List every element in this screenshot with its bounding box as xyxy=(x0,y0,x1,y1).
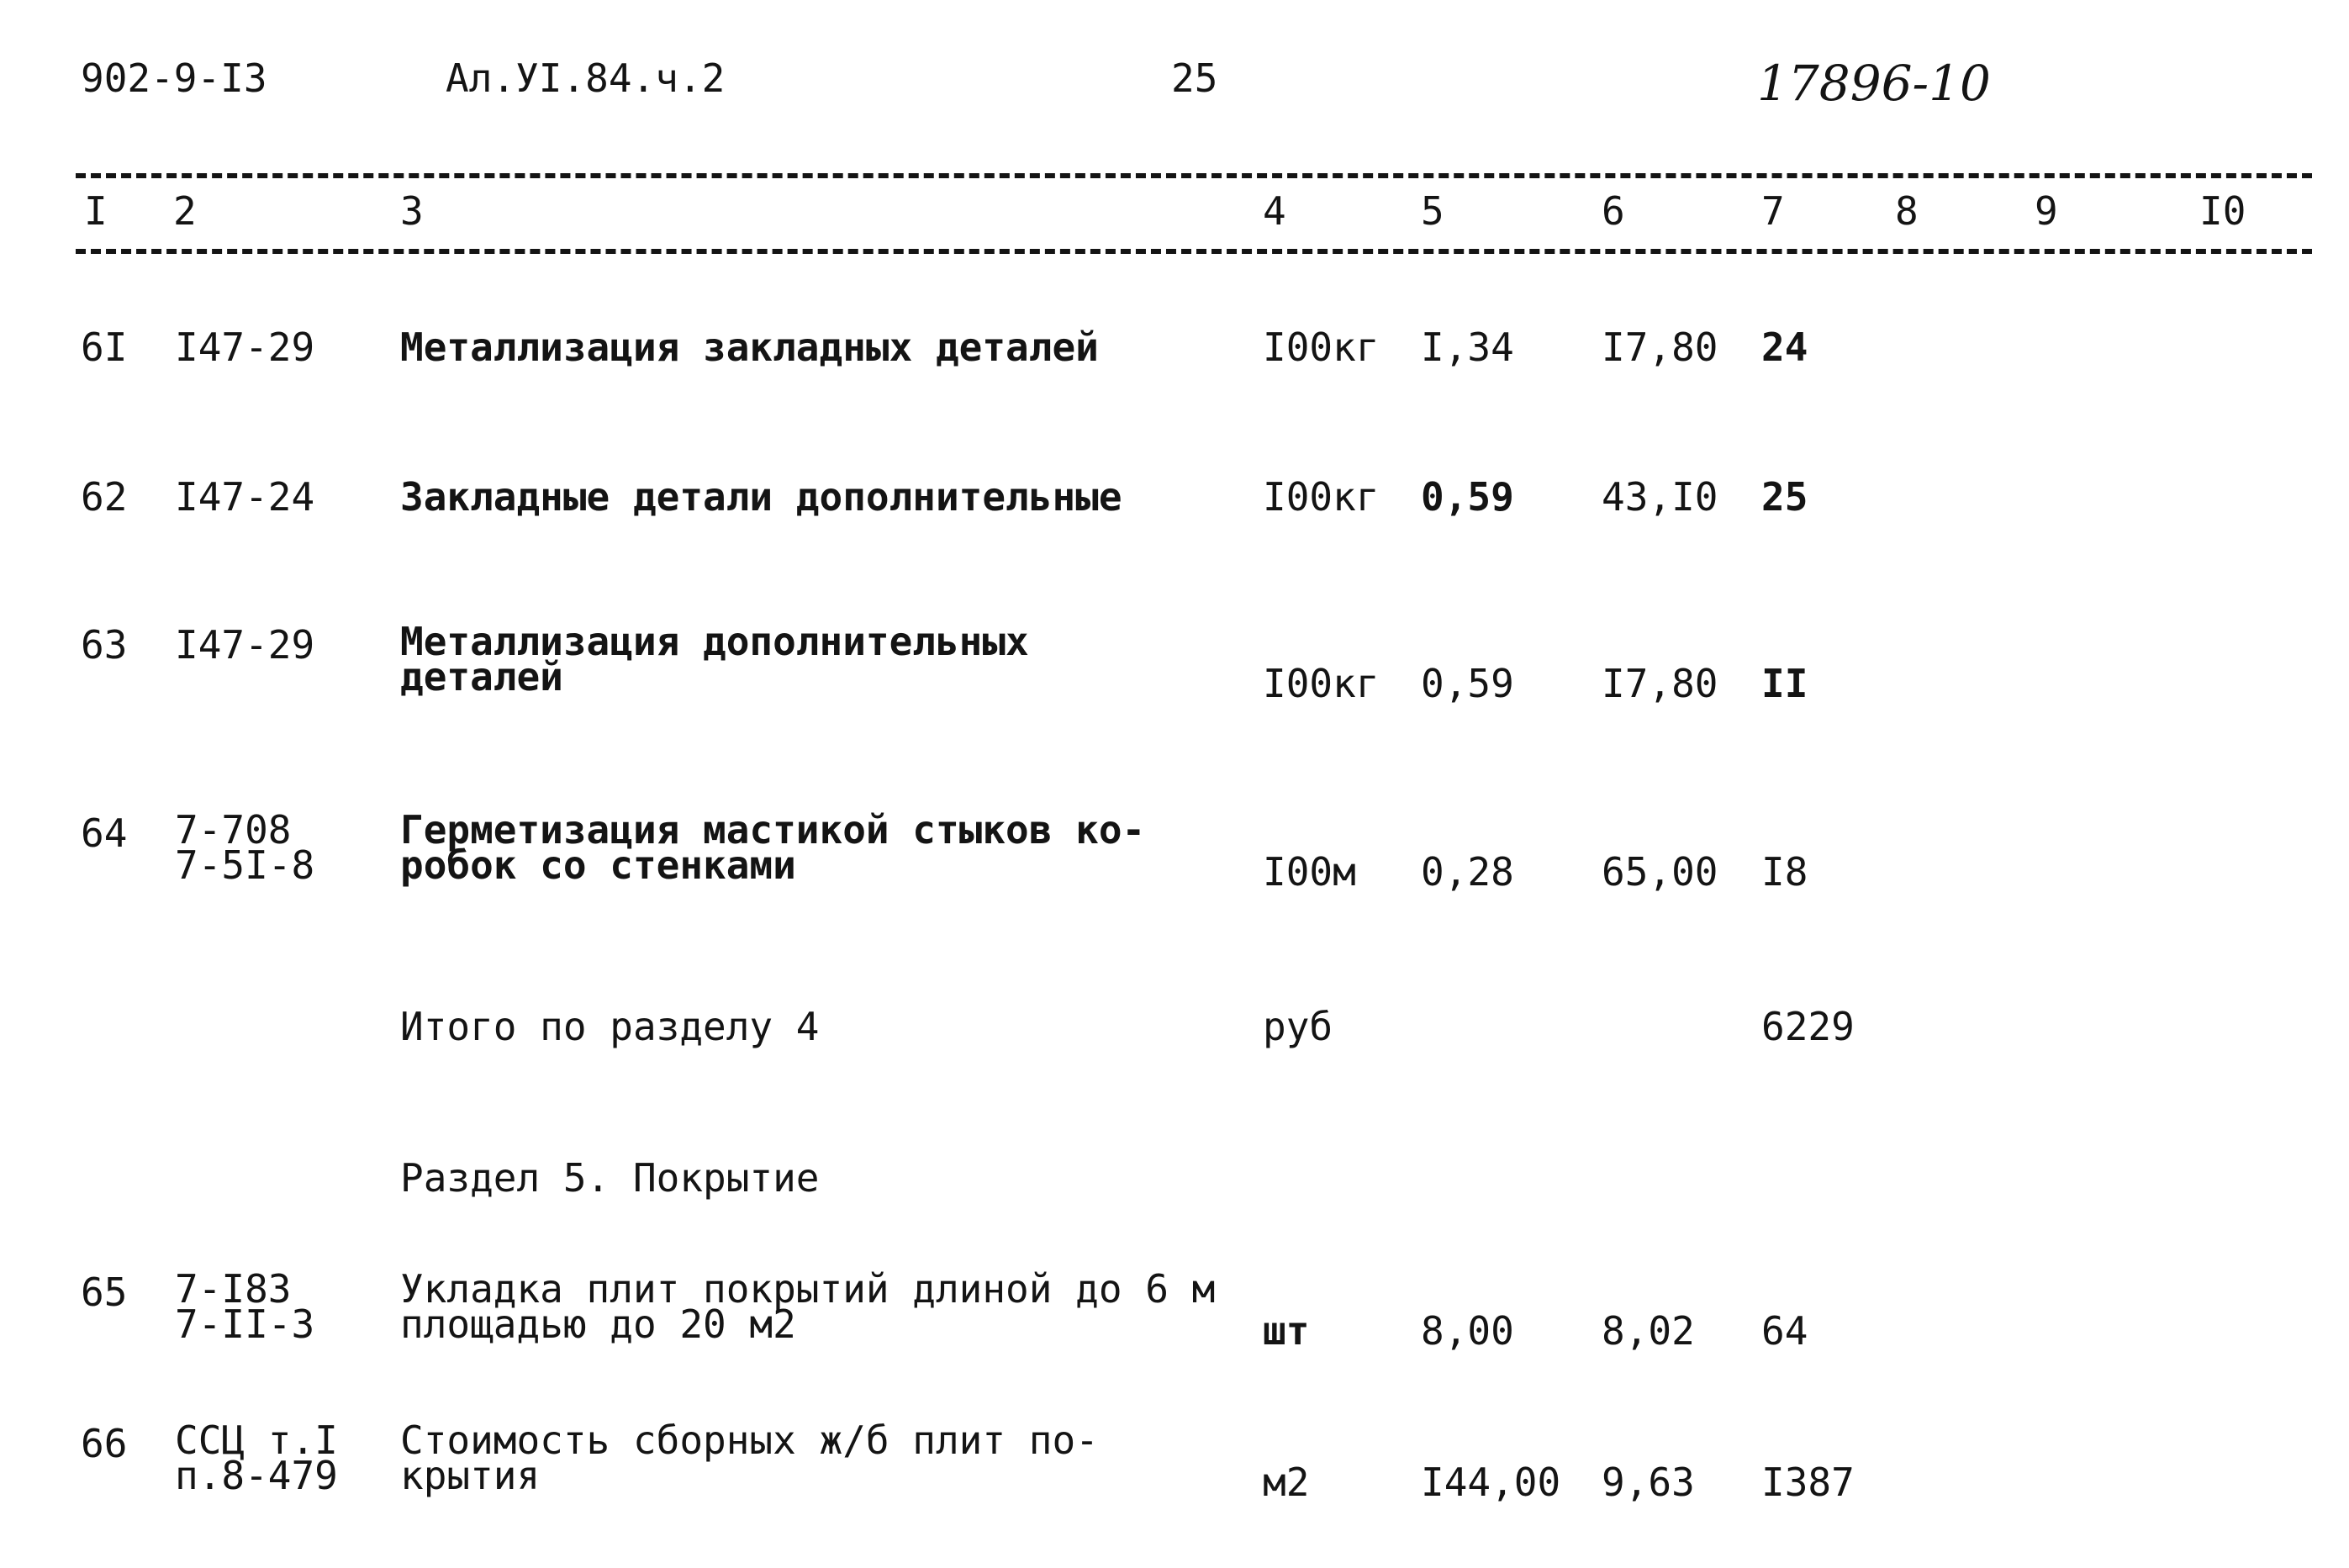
rate-code: I47-29 xyxy=(175,622,315,668)
work-name xyxy=(400,807,1146,888)
quantity: 0,28 xyxy=(1421,849,1514,895)
rate-code xyxy=(175,1418,338,1498)
work-name xyxy=(400,619,1029,700)
column-header: 5 xyxy=(1421,188,1444,234)
unit: I00кг xyxy=(1263,661,1380,706)
column-header: 2 xyxy=(173,188,197,234)
column-header: 9 xyxy=(2035,188,2058,234)
unit: шт xyxy=(1263,1308,1310,1354)
rate-code xyxy=(175,1266,315,1347)
work-name: Металлизация закладных деталей xyxy=(400,325,1099,370)
work-name: Закладные детали дополнительные xyxy=(400,474,1122,520)
unit-price: 65,00 xyxy=(1602,849,1718,895)
unit-price: 8,02 xyxy=(1602,1308,1695,1354)
work-name-line: Укладка плит покрытий длиной до 6 м xyxy=(400,1266,1216,1312)
quantity: 8,00 xyxy=(1421,1308,1514,1354)
total-cost: II xyxy=(1761,661,1808,706)
document-code: 902-9-I3 xyxy=(81,55,267,101)
unit: м2 xyxy=(1263,1460,1310,1505)
unit-price: I7,80 xyxy=(1602,325,1718,370)
column-header: I xyxy=(84,188,108,234)
rate-code: I47-24 xyxy=(175,474,315,520)
column-header: 7 xyxy=(1761,188,1785,234)
work-name-line: Металлизация дополнительных xyxy=(400,619,1029,664)
rate-code-line: 7-708 xyxy=(175,807,292,853)
header-top-rule xyxy=(76,173,2312,178)
column-header: 4 xyxy=(1263,188,1286,234)
quantity: I,34 xyxy=(1421,325,1514,370)
header-bottom-rule xyxy=(76,249,2312,254)
row-number: 62 xyxy=(81,474,128,520)
work-name xyxy=(400,1418,1099,1498)
unit-price: I7,80 xyxy=(1602,661,1718,706)
unit: I00м xyxy=(1263,849,1356,895)
row-number: 64 xyxy=(81,810,128,856)
album-reference: Ал.УI.84.ч.2 xyxy=(446,55,726,101)
rate-code-line: 7-I83 xyxy=(175,1266,292,1312)
quantity: 0,59 xyxy=(1421,661,1514,706)
rate-code: I47-29 xyxy=(175,325,315,370)
row-number: 63 xyxy=(81,622,128,668)
total-cost: 64 xyxy=(1761,1308,1808,1354)
section-title: Раздел 5. Покрытие xyxy=(400,1155,820,1201)
quantity: 0,59 xyxy=(1421,474,1514,520)
work-name xyxy=(400,1266,1216,1347)
unit: I00кг xyxy=(1263,474,1380,520)
unit-price: 43,I0 xyxy=(1602,474,1718,520)
column-header: 8 xyxy=(1895,188,1919,234)
row-number: 66 xyxy=(81,1421,128,1466)
work-name-line: деталей xyxy=(400,654,563,700)
work-name-line: Герметизация мастикой стыков ко- xyxy=(400,807,1146,853)
work-name-line: Стоимость сборных ж/б плит по- xyxy=(400,1418,1099,1463)
unit-price: 9,63 xyxy=(1602,1460,1695,1505)
sheet-number: 17896-10 xyxy=(1757,55,1991,112)
rate-code xyxy=(175,807,315,888)
column-header: 6 xyxy=(1602,188,1625,234)
section-total-label: Итого по разделу 4 xyxy=(400,1004,820,1049)
unit: I00кг xyxy=(1263,325,1380,370)
row-number: 65 xyxy=(81,1270,128,1315)
quantity: I44,00 xyxy=(1421,1460,1561,1505)
section-total-unit: руб xyxy=(1263,1004,1333,1049)
section-total-cost: 6229 xyxy=(1761,1004,1855,1049)
page-number: 25 xyxy=(1171,55,1218,101)
work-name-line: крытия xyxy=(400,1453,541,1498)
column-header: 3 xyxy=(400,188,424,234)
rate-code-line: 7-II-3 xyxy=(175,1301,315,1347)
total-cost: 25 xyxy=(1761,474,1808,520)
work-name-line: робок со стенками xyxy=(400,842,796,888)
rate-code-line: ССЦ т.I xyxy=(175,1418,338,1463)
rate-code-line: п.8-479 xyxy=(175,1453,338,1498)
column-header: I0 xyxy=(2199,188,2246,234)
row-number: 6I xyxy=(81,325,128,370)
total-cost: 24 xyxy=(1761,325,1808,370)
work-name-line: площадью до 20 м2 xyxy=(400,1301,796,1347)
total-cost: I387 xyxy=(1761,1460,1855,1505)
rate-code-line: 7-5I-8 xyxy=(175,842,315,888)
total-cost: I8 xyxy=(1761,849,1808,895)
